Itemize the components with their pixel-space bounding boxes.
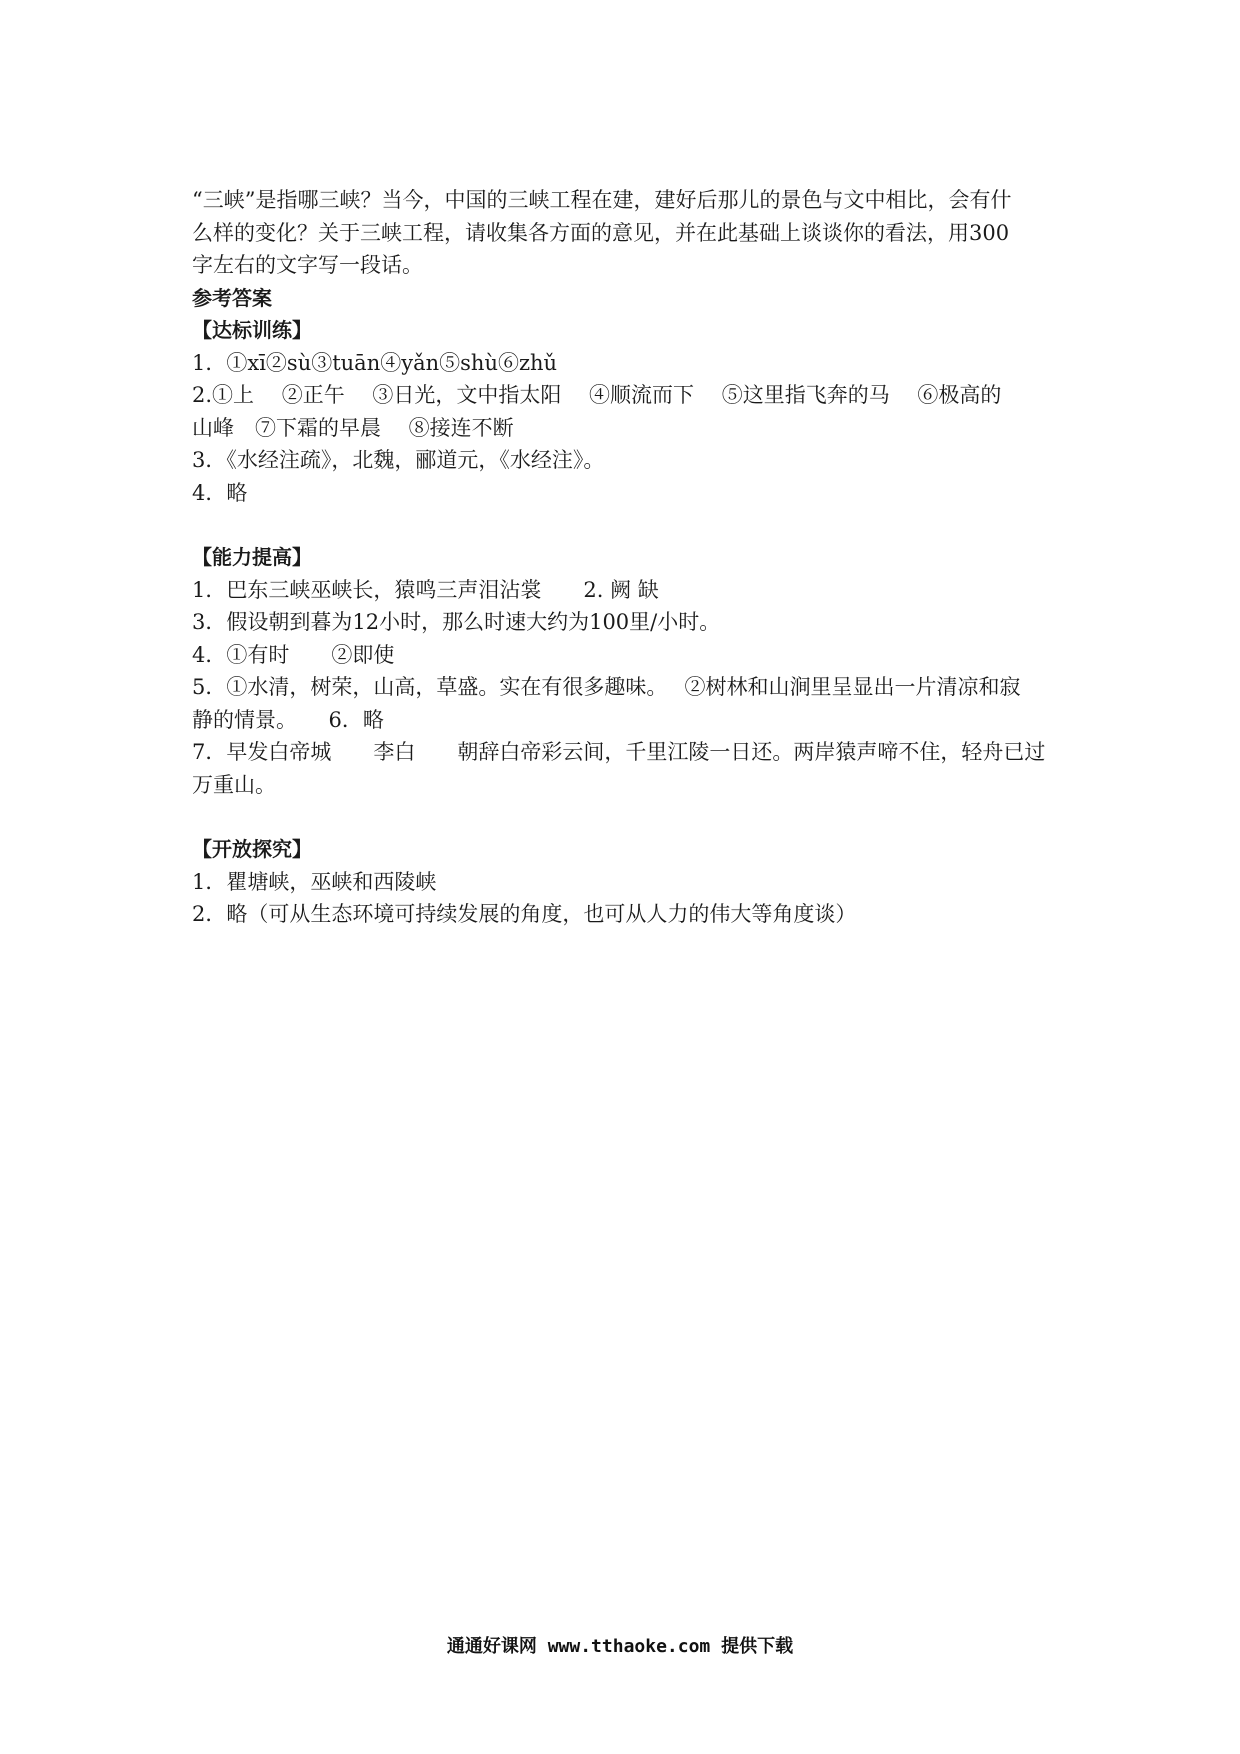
answer-item: 2.①上 ②正午 ③日光，文中指太阳 ④顺流而下 ⑤这里指飞奔的马 ⑥极高的 <box>192 383 1002 407</box>
answer-item: 4．略 <box>192 480 248 505</box>
page-footer: 通通好课网 www.tthaoke.com 提供下载 <box>446 1636 794 1657</box>
section-spacer <box>192 801 1058 833</box>
answer-item: 5．①水清，树荣，山高，草盛。实在有很多趣味。 ②树林和山涧里呈显出一片清凉和寂 <box>192 675 1021 699</box>
answer-item: 1．①xī②sù③tuān④yǎn⑤shù⑥zhǔ <box>192 350 558 375</box>
section-spacer <box>192 509 1058 541</box>
intro-line-3: 字左右的文字写一段话。 <box>192 253 423 277</box>
answer-item: 3．假设朝到暮为12小时，那么时速大约为100里/小时。 <box>192 610 721 634</box>
document-body <box>192 184 1058 931</box>
section-heading-open-inquiry: 【开放探究】 <box>192 837 312 861</box>
intro-line-2: 么样的变化？关于三峡工程，请收集各方面的意见，并在此基础上谈谈你的看法，用300 <box>192 220 1010 245</box>
answer-item: 静的情景。 6．略 <box>192 707 384 732</box>
section-heading-standard-training: 【达标训练】 <box>192 318 312 342</box>
answer-item: 7．早发白帝城 李白 朝辞白帝彩云间，千里江陵一日还。两岸猿声啼不住，轻舟已过 <box>192 740 1046 764</box>
section-heading-ability-improvement: 【能力提高】 <box>192 545 312 569</box>
answer-item: 1．巴东三峡巫峡长，猿鸣三声泪沾裳 2. 阙 缺 <box>192 577 659 602</box>
answer-item: 2．略（可从生态环境可持续发展的角度，也可从人力的伟大等角度谈） <box>192 902 857 926</box>
answer-item: 万重山。 <box>192 772 276 797</box>
answer-item: 4．①有时 ②即使 <box>192 642 395 667</box>
answer-item: 3．《水经注疏》，北魏，郦道元，《水经注》。 <box>192 448 605 472</box>
answer-item: 山峰 ⑦下霜的早晨 ⑧接连不断 <box>192 415 514 440</box>
answers-heading: 参考答案 <box>192 285 272 310</box>
answer-item: 1．瞿塘峡，巫峡和西陵峡 <box>192 869 437 894</box>
intro-line-1: “三峡”是指哪三峡？当今，中国的三峡工程在建，建好后那儿的景色与文中相比，会有什 <box>192 188 1012 212</box>
